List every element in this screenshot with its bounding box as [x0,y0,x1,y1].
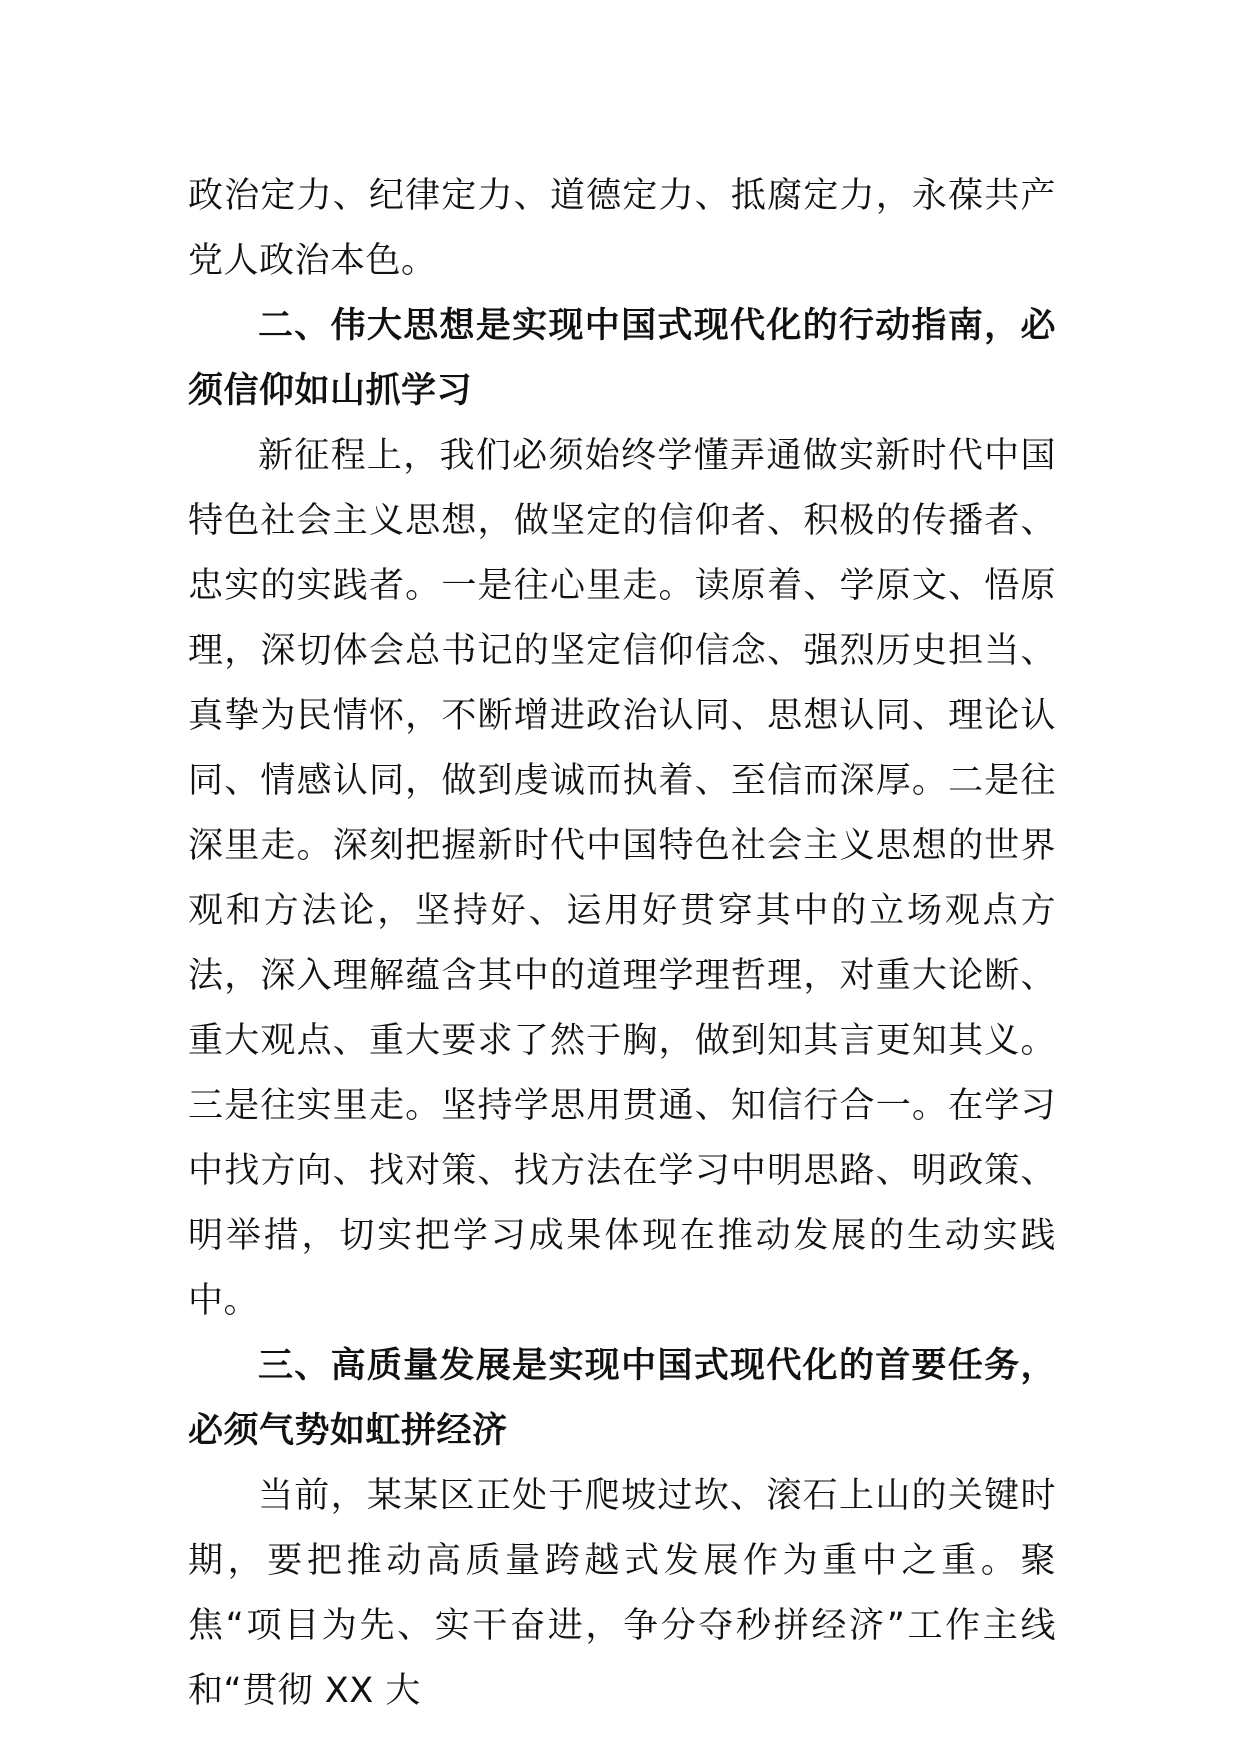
document-page [188,164,1056,1724]
body-paragraph-2: 新征程上，我们必须始终学懂弄通做实新时代中国特色社会主义思想，做坚定的信仰者、积极的传播者、忠实的实践者。一是往心里走。读原着、学原文、悟原理，深切体会总书记的坚定信仰信念、强烈历史担当、真挚为民情怀，不断增进政治认同、思想认同、理论认同、情感认同，做到虔诚而执着、至信而深厚。二是往深里走。深刻把握新时代中国特色社会主义思想的世界观和方法论，坚持好、运用好贯穿其中的立场观点方法，深入理解蕴含其中的道理学理哲理，对重大论断、重大观点、重大要求了然于胸，做到知其言更知其义。三是往实里走。坚持学思用贯通、知信行合一。在学习中找方向、找对策、找方法在学习中明思路、明政策、明举措，切实把学习成果体现在推动发展的生动实践中。 [188,436,1056,1321]
section-heading-3: 三、高质量发展是实现中国式现代化的首要任务，必须气势如虹拼经济 [188,1346,1056,1451]
body-paragraph-1: 政治定力、纪律定力、道德定力、抵腐定力，永葆共产党人政治本色。 [188,176,1056,281]
section-heading-2: 二、伟大思想是实现中国式现代化的行动指南，必须信仰如山抓学习 [188,306,1056,411]
body-paragraph-3: 当前，某某区正处于爬坡过坎、滚石上山的关键时期，要把推动高质量跨越式发展作为重中之重。聚焦“项目为先、实干奋进，争分夺秒拼经济”工作主线和“贯彻 XX 大 [188,1476,1056,1711]
